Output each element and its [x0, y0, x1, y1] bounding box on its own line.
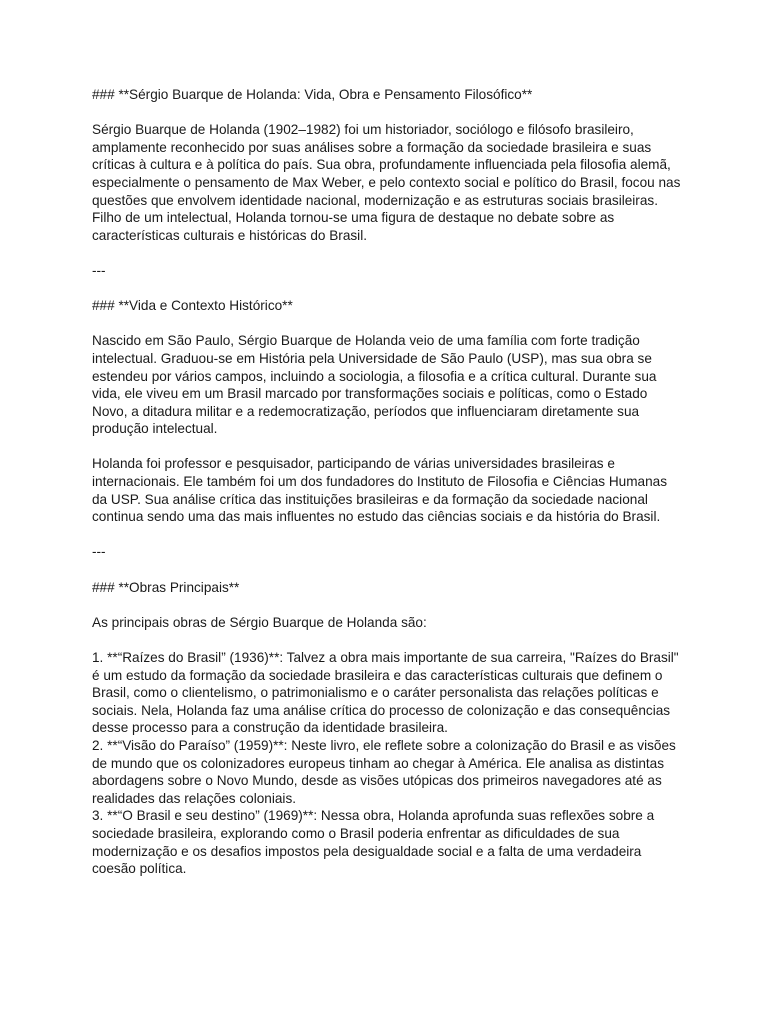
document-title: ### **Sérgio Buarque de Holanda: Vida, Obra e Pensamento Filosófico** — [92, 87, 533, 102]
list-item: 3. **“O Brasil e seu destino” (1969)**: Nessa obra, Holanda aprofunda suas reflexões sobre a sociedade brasileira, explorando como o Brasil poderia enfrentar as dificuldades de sua modernização e os desafios impostos pela desigualdade social e a falta de uma verdadeira coesão política. — [92, 808, 658, 877]
section-heading-obras: ### **Obras Principais** — [92, 579, 240, 595]
obras-intro: As principais obras de Sérgio Buarque de Holanda são: — [92, 614, 427, 630]
list-item: 2. **“Visão do Paraíso” (1959)**: Neste livro, ele reflete sobre a colonização do Brasil e as visões de mundo que os colonizadores europeus tinham ao chegar à América. Ele analisa as distintas abordagens sobre o Novo Mundo, desde as visões utópicas dos primeiros navegadores até as realidades das relações coloniais. — [92, 737, 680, 806]
separator: --- — [92, 262, 106, 278]
document-page — [92, 86, 685, 895]
works-list — [92, 649, 682, 878]
section-heading-vida: ### **Vida e Contexto Histórico** — [92, 298, 293, 314]
intro-paragraph: Sérgio Buarque de Holanda (1902–1982) foi um historiador, sociólogo e filósofo brasileiro, amplamente reconhecido por suas análises sobre a formação da sociedade brasileira e suas críticas à cultura e à política do país. Sua obra, profundamente influenciada pela filosofia alemã, especialmente o pensamento de Max Weber, e pelo contexto social e político do Brasil, focou nas questões que envolvem identidade nacional, modernização e as estruturas sociais brasileiras. Filho de um intelectual, Holanda tornou-se uma figura de destaque no debate sobre as características culturais e históricas do Brasil. — [92, 122, 685, 243]
vida-paragraph-1: Nascido em São Paulo, Sérgio Buarque de Holanda veio de uma família com forte tradição intelectual. Graduou-se em História pela Universidade de São Paulo (USP), mas sua obra se estendeu por vários campos, incluindo a sociologia, a filosofia e a crítica cultural. Durante sua vida, ele viveu em um Brasil marcado por transformações sociais e políticas, como o Estado Novo, a ditadura militar e a redemocratização, períodos que influenciaram diretamente sua produção intelectual. — [92, 333, 661, 437]
separator: --- — [92, 544, 106, 560]
vida-paragraph-2: Holanda foi professor e pesquisador, participando de várias universidades brasileiras e internacionais. Ele também foi um dos fundadores do Instituto de Filosofia e Ciências Humanas da USP. Sua análise crítica das instituições brasileiras e da formação da sociedade nacional continua sendo uma das mais influentes no estudo das ciências sociais e da história do Brasil. — [92, 456, 671, 525]
list-item: 1. **“Raízes do Brasil” (1936)**: Talvez a obra mais importante de sua carreira, "Raízes do Brasil" é um estudo da formação da sociedade brasileira e das características culturais que definem o Brasil, como o clientelismo, o patrimonialismo e o caráter personalista das relações políticas e sociais. Nela, Holanda faz uma análise crítica do processo de colonização e das consequências desse processo para a construção da identidade brasileira. — [92, 650, 683, 736]
